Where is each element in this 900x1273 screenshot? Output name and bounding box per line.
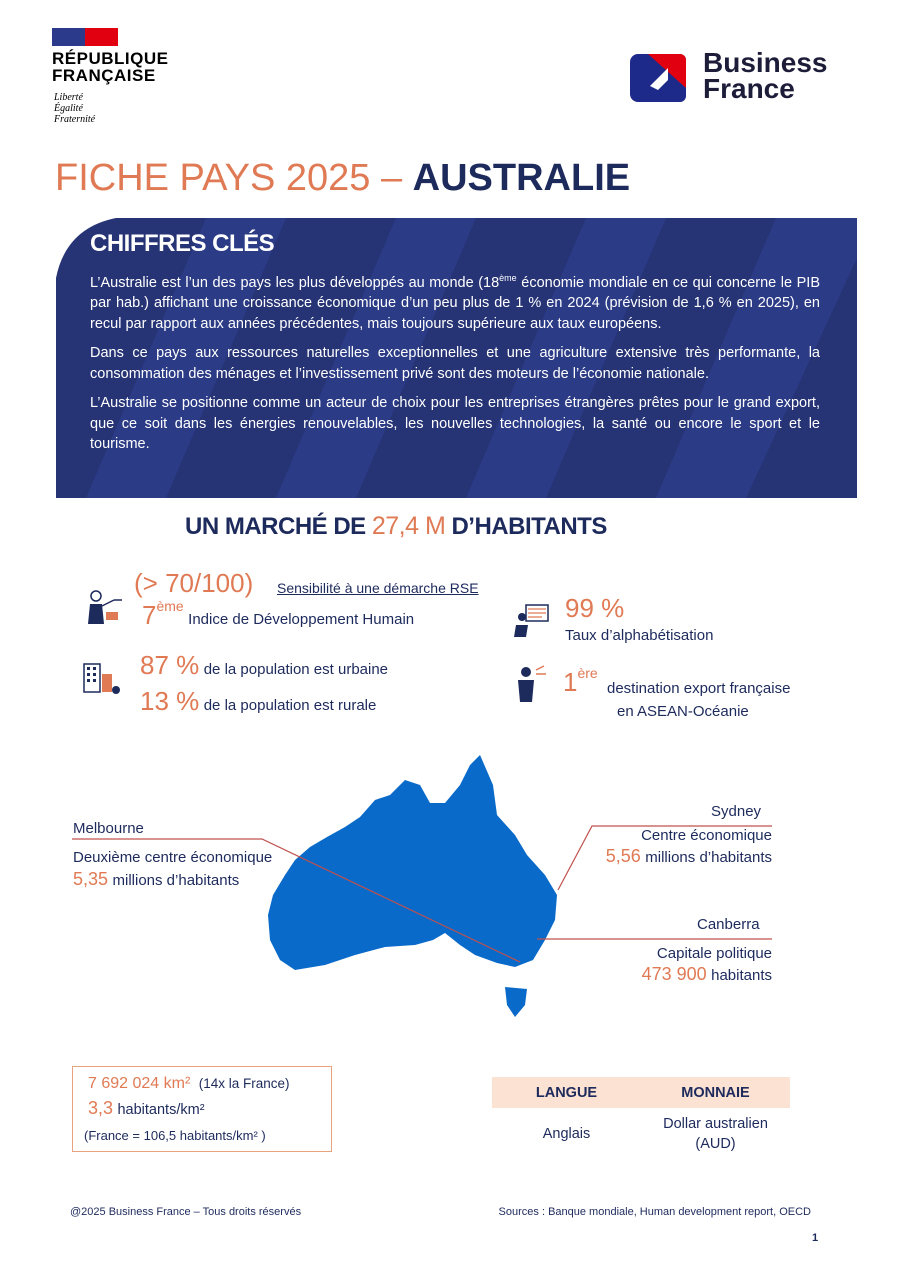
key-figures-text xyxy=(90,268,820,464)
key-figures-paragraph-1: L’Australie est l’un des pays les plus développés au monde (18ème économie mondiale en ce qui concerne le PIB par hab.) affichant une croissance économique d’un peu plus de 1 % en 2024 (prévision de 1,6 % en 2025), en recul par rapport aux années précédentes, mais toujours supérieure aux taux européens. xyxy=(90,273,820,332)
page-number: 1 xyxy=(812,1232,819,1244)
header-monnaie: MONNAIE xyxy=(641,1077,790,1108)
person-presenting-icon xyxy=(80,588,124,628)
bf-name-line1: Business xyxy=(703,47,828,78)
table-row xyxy=(492,1114,790,1154)
sydney-population: 5,56 millions d’habitants xyxy=(605,846,772,866)
title-prefix: FICHE PAYS 2025 – xyxy=(55,157,413,199)
rural-value: 13 % xyxy=(140,686,200,716)
france-density: (France = 106,5 habitants/km² ) xyxy=(84,1128,266,1143)
urban-label: de la population est urbaine xyxy=(203,661,389,678)
key-figures-heading: CHIFFRES CLÉS xyxy=(90,230,275,257)
idh-stat: 7ème Indice de Développement Humain xyxy=(142,598,415,630)
canberra-role: Capitale politique xyxy=(656,945,772,962)
sydney-name: Sydney xyxy=(711,803,762,820)
republique-francaise-motto xyxy=(54,92,95,125)
rf-name-line1: RÉPUBLIQUE xyxy=(52,49,169,68)
city-buildings-icon xyxy=(80,660,122,696)
area-density: 3,3 habitants/km² xyxy=(88,1098,205,1118)
urban-value: 87 % xyxy=(140,650,200,680)
table-header-row xyxy=(492,1077,790,1108)
export-label-line1: destination export française xyxy=(607,680,791,697)
literacy-value: 99 % xyxy=(565,593,625,623)
key-figures-paragraph-3: L’Australie se positionne comme un acteur de choix pour les entreprises étrangères prêtes pour le grand export, que ce soit dans les énergies renouvelables, les nouvelles technologies, la santé ou encore le sport et le tourisme. xyxy=(90,395,820,453)
footer-sources: Sources : Banque mondiale, Human development report, OECD xyxy=(498,1206,811,1218)
republique-francaise-name xyxy=(52,50,168,84)
rural-label: de la population est rurale xyxy=(203,697,377,714)
page-title xyxy=(55,157,630,200)
rf-name-line2: FRANÇAISE xyxy=(52,66,156,85)
motto-liberte: Liberté xyxy=(54,92,83,103)
motto-fraternite: Fraternité xyxy=(54,114,96,125)
literacy-label: Taux d’alphabétisation xyxy=(565,627,714,644)
cell-langue: Anglais xyxy=(542,1126,591,1142)
export-label-line2: en ASEAN-Océanie xyxy=(617,703,749,720)
rse-label: Sensibilité à une démarche RSE xyxy=(277,580,479,596)
melbourne-name: Melbourne xyxy=(73,820,144,837)
australia-map xyxy=(265,755,565,1025)
motto-egalite: Égalité xyxy=(54,103,83,114)
market-population-value: 27,4 M xyxy=(371,512,446,540)
bf-name-line2: France xyxy=(703,73,795,104)
key-figures-paragraph-2: Dans ce pays aux ressources naturelles exceptionnelles et une agriculture extensive très performante, la consommation des ménages et l’investissement privé sont des moteurs de l’économie nationale. xyxy=(90,345,820,382)
melbourne-role: Deuxième centre économique xyxy=(73,849,273,866)
language-currency-table xyxy=(492,1077,790,1154)
market-headline: UN MARCHÉ DE 27,4 M D’HABITANTS xyxy=(185,512,607,540)
sydney-role: Centre économique xyxy=(641,827,772,844)
canberra-name: Canberra xyxy=(697,916,760,933)
cell-monnaie: Dollar australien (AUD) xyxy=(663,1116,768,1152)
idh-label: Indice de Développement Humain xyxy=(188,611,415,628)
business-france-logo-icon xyxy=(628,48,688,108)
urban-stat xyxy=(140,650,388,681)
footer-copyright: @2025 Business France – Tous droits réservés xyxy=(70,1206,302,1218)
export-rank: 1ère xyxy=(563,665,598,697)
header-langue: LANGUE xyxy=(492,1077,641,1108)
melbourne-population: 5,35 millions d’habitants xyxy=(73,869,240,889)
rse-value: (> 70/100) xyxy=(134,568,254,598)
canberra-population: 473 900 habitants xyxy=(641,964,772,984)
idh-rank: 7 xyxy=(142,600,157,630)
business-france-name xyxy=(703,47,828,104)
title-country: AUSTRALIE xyxy=(412,157,631,199)
republique-francaise-flag-logo xyxy=(52,28,118,46)
person-reading-icon xyxy=(512,603,552,639)
area-surface: 7 692 024 km² (14x la France) xyxy=(88,1075,290,1092)
person-export-icon xyxy=(512,664,548,704)
rural-stat xyxy=(140,686,376,717)
